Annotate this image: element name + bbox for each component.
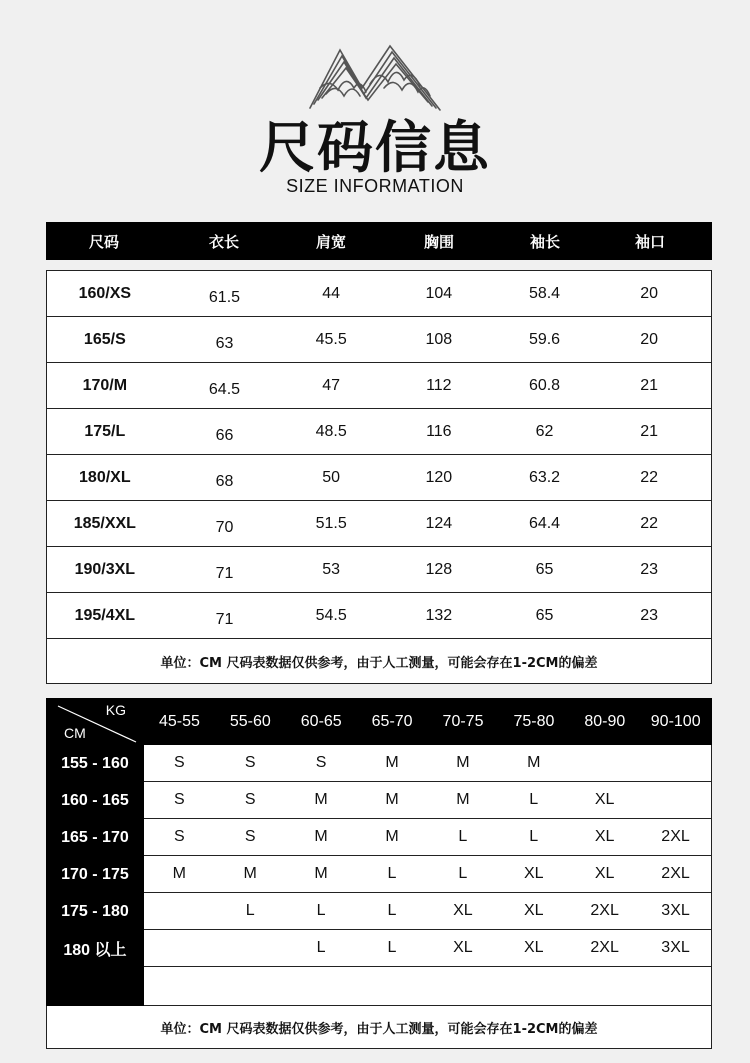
table-cell: 195/4XL (74, 606, 136, 624)
fit-cell: L (387, 902, 397, 919)
size-table (46, 222, 712, 684)
table-cell: 22 (640, 514, 659, 532)
fit-cell (427, 967, 498, 1005)
fit-cell (569, 967, 640, 1005)
weight-header: 45-55 (158, 712, 200, 730)
height-label (46, 967, 144, 1005)
fit-cell: 3XL (661, 902, 690, 919)
fit-cell: L (458, 865, 468, 882)
table-cell: 124 (425, 514, 453, 532)
table-cell: 70 (215, 518, 234, 536)
table-cell: 53 (322, 560, 341, 578)
fit-cell: M (172, 865, 186, 882)
page-title: 尺码信息 (259, 116, 491, 181)
fit-cell (144, 893, 215, 929)
table-cell: 50 (322, 468, 341, 486)
fit-cell: 2XL (661, 865, 690, 882)
height-column (46, 745, 144, 1006)
table-row (47, 317, 711, 363)
fit-cell (215, 967, 286, 1005)
header-cell: 袖长 (529, 232, 560, 251)
header-cell: 胸围 (423, 232, 454, 251)
table-row (47, 271, 711, 317)
table-row (47, 455, 711, 501)
table-row (144, 967, 711, 1006)
weight-header: 70-75 (442, 712, 484, 730)
fit-cell: XL (523, 902, 544, 919)
table-cell: 132 (425, 606, 453, 624)
table-cell: 63.2 (528, 468, 561, 486)
table-cell: 185/XXL (73, 514, 136, 532)
weight-header: 75-80 (513, 712, 555, 730)
fit-cell: L (316, 939, 326, 956)
height-label: 155 - 160 (61, 754, 129, 772)
table-cell: 63 (215, 334, 234, 352)
fit-cell: M (314, 828, 328, 845)
fit-cell: XL (594, 828, 615, 845)
fit-cell: XL (594, 791, 615, 808)
weight-header: 90-100 (650, 712, 701, 730)
fit-cell (640, 782, 711, 818)
fit-cell: 2XL (661, 828, 690, 845)
fit-cell: 2XL (590, 902, 619, 919)
table-cell: 21 (640, 376, 659, 394)
table-cell: 61.5 (208, 288, 241, 306)
fit-cell: M (456, 754, 470, 771)
table-cell: 71 (215, 610, 234, 628)
fit-cell: M (243, 865, 257, 882)
fit-cell: S (173, 791, 185, 808)
table-row (144, 856, 711, 893)
page-subtitle: SIZE INFORMATION (286, 176, 464, 196)
table-cell: 65 (535, 606, 554, 624)
table-cell: 23 (640, 560, 659, 578)
table-cell: 54.5 (315, 606, 347, 624)
table-cell: 47 (322, 376, 341, 394)
table-cell: 68 (215, 472, 234, 490)
table-cell: 160/XS (78, 284, 132, 302)
fit-cell: M (314, 791, 328, 808)
fit-cell: XL (453, 902, 473, 919)
table-cell: 60.8 (528, 376, 561, 394)
height-label: 180 以上 (63, 942, 127, 959)
header-cell: 尺码 (88, 232, 119, 251)
fit-cell: XL (453, 939, 473, 956)
fit-cell: L (245, 902, 255, 919)
weight-header: 60-65 (300, 712, 342, 730)
diagonal-divider-icon (46, 698, 144, 745)
fit-cell: L (387, 939, 397, 956)
fit-cell: L (316, 902, 326, 919)
table-row (144, 930, 711, 967)
fit-cell (286, 967, 357, 1005)
fit-cell: S (173, 754, 185, 771)
fit-cell: XL (523, 939, 544, 956)
table-row (144, 782, 711, 819)
fit-cell: M (527, 754, 541, 771)
fit-cell (498, 967, 569, 1005)
fit-cell: S (173, 828, 185, 845)
table-cell: 165/S (83, 330, 126, 348)
fit-cell: L (529, 828, 539, 845)
table-row (144, 745, 711, 782)
fit-table (46, 698, 712, 1049)
corner-cm-label: CM (64, 725, 86, 741)
table-cell: 48.5 (315, 422, 347, 440)
fit-cell: M (314, 865, 328, 882)
table-row (47, 593, 711, 639)
fit-cell: M (385, 828, 399, 845)
header-cell: 肩宽 (315, 232, 346, 251)
table-cell: 190/3XL (74, 560, 136, 578)
size-table-note: 单位：CM 尺码表数据仅供参考，由于人工测量，可能会存在1-2CM的偏差 (47, 639, 711, 683)
table-row (144, 819, 711, 856)
fit-cell (144, 967, 215, 1005)
fit-cell: S (244, 754, 256, 771)
corner-kg-label: KG (105, 702, 126, 718)
table-cell: 170/M (82, 376, 128, 394)
size-table-header (46, 222, 712, 260)
table-cell: 21 (640, 422, 659, 440)
fit-cell: S (244, 828, 256, 845)
fit-table-header (46, 698, 712, 745)
table-cell: 180/XL (79, 468, 131, 486)
header-cell: 袖口 (634, 232, 665, 251)
fit-cell (569, 745, 640, 781)
table-cell: 65 (535, 560, 554, 578)
fit-cell (640, 967, 711, 1005)
table-cell: 116 (426, 422, 452, 440)
fit-cell: M (385, 791, 399, 808)
fit-cell (640, 745, 711, 781)
table-cell: 104 (425, 284, 453, 302)
size-table-body (46, 270, 712, 684)
fit-cell: L (529, 791, 539, 808)
fit-cell: S (244, 791, 256, 808)
table-cell: 58.4 (528, 284, 561, 302)
fit-cell: M (456, 791, 470, 808)
table-cell: 22 (640, 468, 659, 486)
weight-header: 80-90 (584, 712, 626, 730)
fit-cell (215, 930, 286, 966)
fit-cell: XL (594, 865, 615, 882)
table-row (47, 363, 711, 409)
fit-cell: 2XL (590, 939, 619, 956)
table-cell: 66 (215, 426, 234, 444)
table-cell: 108 (425, 330, 453, 348)
fit-cell (144, 930, 215, 966)
table-cell: 120 (425, 468, 453, 486)
fit-cell: XL (523, 865, 544, 882)
table-cell: 64.5 (208, 380, 241, 398)
table-cell: 112 (426, 376, 452, 394)
height-label: 165 - 170 (61, 828, 129, 846)
table-cell: 59.6 (528, 330, 561, 348)
table-row (47, 501, 711, 547)
table-cell: 64.4 (528, 514, 561, 532)
height-label: 170 - 175 (61, 865, 129, 883)
table-cell: 175/L (84, 422, 126, 440)
fit-cell: S (315, 754, 327, 771)
table-cell: 20 (640, 284, 659, 302)
table-row (47, 409, 711, 455)
height-label: 175 - 180 (61, 902, 129, 920)
fit-grid (144, 745, 712, 1006)
fit-cell: L (387, 865, 397, 882)
fit-cell: M (385, 754, 399, 771)
fit-cell: L (458, 828, 468, 845)
table-row (144, 893, 711, 930)
table-row (47, 547, 711, 593)
fit-table-note: 单位：CM 尺码表数据仅供参考，由于人工测量，可能会存在1-2CM的偏差 (46, 1006, 712, 1049)
table-cell: 45.5 (315, 330, 347, 348)
weight-header: 65-70 (371, 712, 413, 730)
table-cell: 71 (215, 564, 234, 582)
table-cell: 44 (322, 284, 341, 302)
header-cell: 衣长 (208, 232, 239, 251)
fit-cell: 3XL (661, 939, 690, 956)
height-label: 160 - 165 (61, 791, 129, 809)
table-cell: 128 (425, 560, 453, 578)
weight-header: 55-60 (229, 712, 271, 730)
table-cell: 20 (640, 330, 659, 348)
fit-table-corner (46, 698, 144, 745)
table-cell: 62 (535, 422, 554, 440)
fit-cell (357, 967, 428, 1005)
table-cell: 51.5 (315, 514, 347, 532)
table-cell: 23 (640, 606, 659, 624)
fit-table-body (46, 745, 712, 1006)
